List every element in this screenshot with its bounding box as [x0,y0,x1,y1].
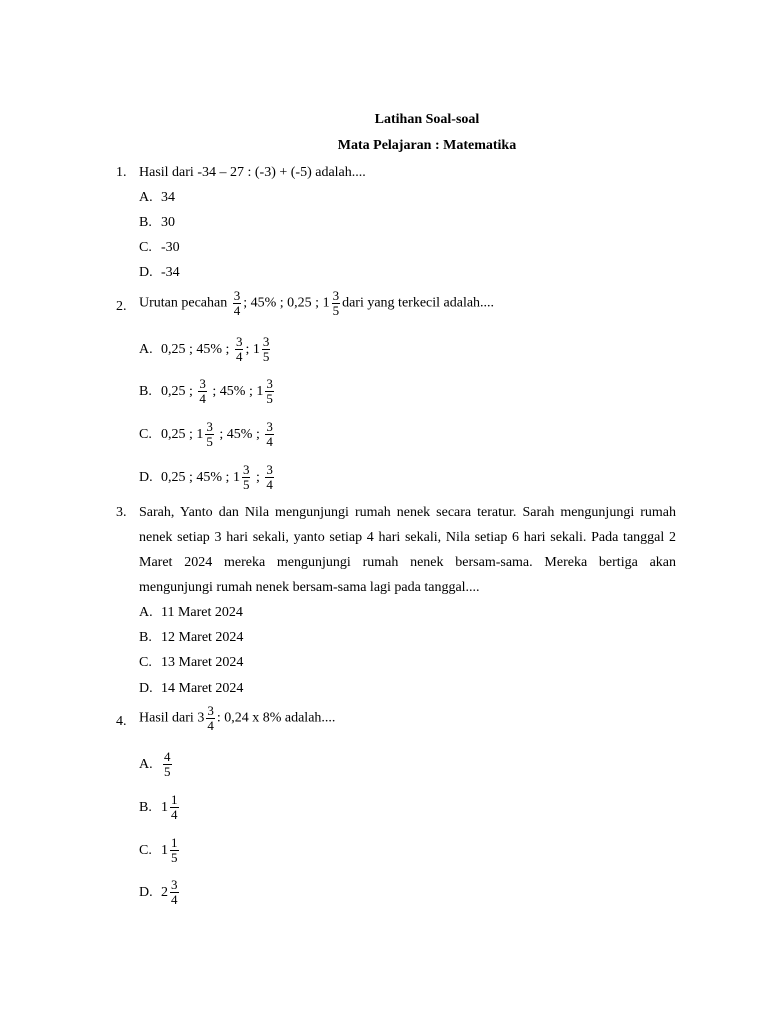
q3-option-b [139,629,243,647]
numerator: 3 [266,376,273,392]
option-letter: B. [139,800,152,815]
q3-option-d [139,680,243,698]
denominator: 5 [206,434,213,450]
denominator: 5 [262,349,270,365]
numerator: 3 [266,419,273,435]
fraction [170,878,179,907]
option-text [161,418,276,452]
numerator: 3 [206,419,213,435]
option-text: -34 [161,265,180,280]
option-letter: D. [139,885,153,900]
text-segment: Urutan pecahan [139,295,228,311]
option-text: 13 Maret 2024 [161,655,244,670]
q2-option-b [139,375,276,409]
option-letter: D. [139,265,153,280]
fraction [262,335,271,364]
fraction [235,335,244,364]
option-letter: D. [139,470,153,485]
option-text: 12 Maret 2024 [161,630,244,645]
denominator: 4 [266,477,273,493]
question-text [139,704,335,733]
whole-number: 1 [161,800,168,815]
fraction [170,836,179,865]
option-letter: C. [139,427,152,442]
q4-option-b [139,791,181,825]
question-text: Sarah, Yanto dan Nila mengunjungi rumah nenek secara teratur. Sarah mengunjungi rumah nenek setiap 3 hari sekali, yanto setiap 4 hari sekali, Nila setiap 6 hari sekali. Pada tanggal 2 Maret 2024 mereka mengunjungi rumah nenek bersam-sama. Mereka bertiga akan mengunjungi rumah nenek bersam-sama lagi pada tanggal.... [139,505,676,595]
question-text: Hasil dari -34 – 27 : (-3) + (-5) adalah.... [139,165,366,180]
text-segment: 0,25 ; 45% ; [161,342,230,357]
q4-option-a [139,748,174,782]
text-segment: : 0,24 x 8% adalah.... [216,710,336,726]
question-number: 4. [116,714,127,729]
denominator: 4 [233,303,241,318]
q2-option-a [139,333,272,367]
q4-option-d [139,876,181,910]
denominator: 5 [171,850,178,866]
numerator: 1 [171,835,178,851]
option-text: 30 [161,215,175,230]
option-text: 11 Maret 2024 [161,605,243,620]
numerator: 3 [199,376,206,392]
option-text [161,748,174,782]
numerator: 3 [262,334,270,350]
whole-number: 1 [161,843,168,858]
option-text [161,834,181,868]
q1-option-c [139,239,180,257]
q3-option-a [139,604,243,622]
option-letter: A. [139,342,153,357]
denominator: 4 [266,434,273,450]
q2-option-c [139,418,276,452]
whole-number: 2 [161,885,168,900]
numerator: 3 [235,334,243,350]
denominator: 5 [242,477,250,493]
fraction [198,377,207,406]
denominator: 5 [266,391,273,407]
question-number: 1. [116,165,127,180]
text-segment: 0,25 ; 45% ; 1 [161,470,240,485]
fraction [163,750,172,779]
option-letter: A. [139,757,153,772]
q3-option-c [139,654,243,672]
denominator: 4 [199,391,206,407]
fraction [265,420,274,449]
option-text: -30 [161,240,180,255]
fraction [265,463,274,492]
fraction [206,704,215,733]
text-segment: 0,25 ; 1 [161,427,204,442]
numerator: 4 [164,749,171,765]
subject-title: Mata Pelajaran : Matematika [337,138,517,153]
option-letter: B. [139,384,152,399]
q1-option-b [139,214,175,232]
option-letter: C. [139,843,152,858]
text-segment: dari yang terkecil adalah.... [342,295,495,311]
text-segment: ; [255,470,260,485]
option-text [161,876,181,910]
option-letter: C. [139,655,152,670]
numerator: 3 [332,288,340,303]
fraction [332,289,341,318]
fraction [205,420,214,449]
question-text [139,289,494,318]
denominator: 4 [235,349,243,365]
q1-option-d [139,264,180,282]
denominator: 4 [207,718,214,733]
option-letter: B. [139,630,152,645]
question-4 [116,704,676,738]
option-letter: A. [139,190,153,205]
q2-option-d [139,461,276,495]
option-letter: B. [139,215,152,230]
option-text: 34 [161,190,175,205]
denominator: 5 [332,303,340,318]
option-letter: C. [139,240,152,255]
fraction [170,793,179,822]
question-number: 3. [116,505,127,520]
numerator: 3 [242,462,250,478]
fraction [265,377,274,406]
denominator: 4 [171,892,178,908]
option-text [161,333,272,367]
q4-option-c [139,834,181,868]
option-text [161,791,181,825]
denominator: 4 [171,807,178,823]
numerator: 3 [207,703,214,718]
text-segment: ; 45% ; 0,25 ; 1 [243,295,330,311]
option-letter: D. [139,681,153,696]
document-title: Latihan Soal-soal [374,112,480,127]
text-segment: ; 45% ; 1 [212,384,264,399]
q1-option-a [139,189,175,207]
numerator: 3 [233,288,241,303]
fraction [242,463,251,492]
numerator: 3 [266,462,273,478]
question-number: 2. [116,299,127,314]
numerator: 1 [171,792,178,808]
question-2 [116,289,676,323]
option-letter: A. [139,605,153,620]
text-segment: ; 45% ; [219,427,260,442]
option-text: 14 Maret 2024 [161,681,244,696]
option-text [161,461,276,495]
numerator: 3 [171,877,178,893]
denominator: 5 [164,764,171,780]
text-segment: ; 1 [245,342,260,357]
option-text [161,375,276,409]
text-segment: Hasil dari 3 [139,710,205,726]
text-segment: 0,25 ; [161,384,193,399]
fraction [233,289,242,318]
